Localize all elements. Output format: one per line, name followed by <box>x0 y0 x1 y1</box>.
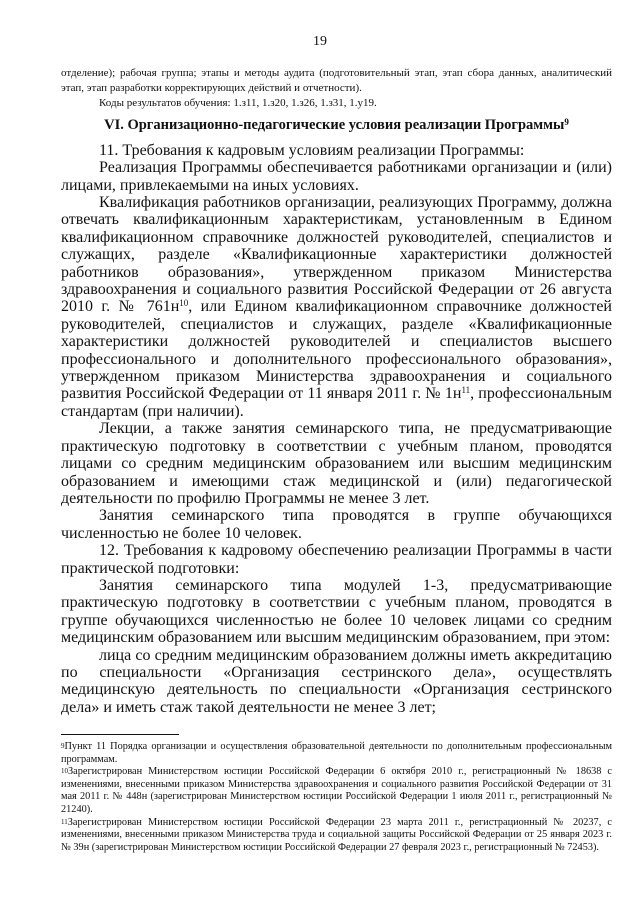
seminar-group-paragraph: Занятия семинарского типа проводятся в группе обучающихся численностью не более 10 человек. <box>61 507 612 542</box>
section-heading-text: VI. Организационно-педагогические условия реализации Программы <box>104 117 565 133</box>
footnote-number: 9 <box>61 742 65 750</box>
qualification-paragraph <box>61 194 612 420</box>
footnote-ref-11: 11 <box>461 385 471 396</box>
item-11-body: Реализация Программы обеспечивается работниками организации и (или) лицами, привлекаемыми на иных условиях. <box>61 159 612 194</box>
section-heading <box>61 118 612 134</box>
footnote-9 <box>61 741 612 766</box>
qualification-text-a: Квалификация работников организации, реализующих Программу, должна отвечать квалификационным характеристикам, установленным в Едином квалификационном справочнике должностей руководителей, специалистов и служащих, разделе «Квалификационные характеристики должностей работников образования», утвержденном приказом Министерства здравоохранения и социального развития Российской Федерации от 26 августа 2010 г. № 761н <box>61 194 612 316</box>
footnote-text: Зарегистрирован Министерством юстиции Российской Федерации 23 марта 2011 г., регистрационный № 20237, с изменениями, внесенными приказом Министерства труда и социальной защиты Российской Федерации от 25 января 2023 г. № 39н (зарегистрирован Министерством юстиции Российской Федерации 27 февраля 2023 г., регистрационный № 72453). <box>61 816 612 853</box>
footnote-number: 10 <box>61 767 68 776</box>
persons-paragraph: лица со средним медицинским образованием должны иметь аккредитацию по специальности «Организация сестринского дела», осуществлять медицинскую деятельность по специальности «Организация сестринского дела» и иметь стаж такой деятельности не менее 3 лет; <box>61 646 612 716</box>
footnote-ref-9: 9 <box>564 117 569 127</box>
intro-paragraph: отделение); рабочая группа; этапы и методы аудита (подготовительный этап, этап сбора данных, аналитический этап, этап разработки корректирующих действий и отчетности). <box>61 67 612 94</box>
section-content <box>61 142 612 716</box>
modules-paragraph: Занятия семинарского типа модулей 1-3, предусматривающие практическую подготовку в соответствии с учебным планом, проводятся в группе обучающихся численностью не более 10 человек лицами со средним медицинским образованием или высшим медицинским образованием, при этом: <box>61 576 612 647</box>
footnote-ref-10: 10 <box>179 298 189 309</box>
item-11-title: 11. Требования к кадровым условиям реализации Программы: <box>99 141 525 159</box>
lectures-paragraph: Лекции, а также занятия семинарского типа, не предусматривающие практическую подготовку в соответствии с учебным планом, проводятся лицами со средним медицинским образованием или высшим медицинским образованием и имеющими стаж медицинской и (или) педагогической деятельности по профилю Программы не менее 3 лет. <box>61 420 612 507</box>
footnote-10 <box>61 766 612 816</box>
learning-codes: Коды результатов обучения: 1.з11, 1.з20, 1.з26, 1.з31, 1.у19. <box>99 97 377 109</box>
footnote-number: 11 <box>61 817 68 826</box>
footnotes <box>61 741 612 854</box>
footnote-text: Зарегистрирован Министерством юстиции Российской Федерации 6 октября 2010 г., регистрационный № 18638 с изменениями, внесенными приказом Министерства здравоохранения и социального развития Российской Федерации от 31 мая 2011 г. № 448н (зарегистрирован Министерством юстиции Российской Федерации 1 июля 2011 г., регистрационный № 21240). <box>61 766 612 815</box>
page-number: 19 <box>313 34 327 49</box>
qualification-text-b: , или Едином квалификационном справочнике должностей руководителей, специалистов и служащих, разделе «Квалификационные характеристики должностей руководителей и специалистов высшего профессионального и дополнительного профессионального образования», утвержденном приказом Министерства здравоохранения и социального развития Российской Федерации от 11 января 2011 г. № 1н <box>61 298 612 403</box>
footnote-text: Пункт 11 Порядка организации и осуществления образовательной деятельности по дополнительным профессиональным программам. <box>61 741 612 765</box>
footnote-11 <box>61 817 612 855</box>
item-12-title: 12. Требования к кадровому обеспечению реализации Программы в части практической подготовки: <box>61 542 612 577</box>
footnote-divider <box>61 734 179 735</box>
qualification-text-c: , профессиональным стандартам (при наличии). <box>61 385 612 420</box>
document-body <box>61 66 612 716</box>
